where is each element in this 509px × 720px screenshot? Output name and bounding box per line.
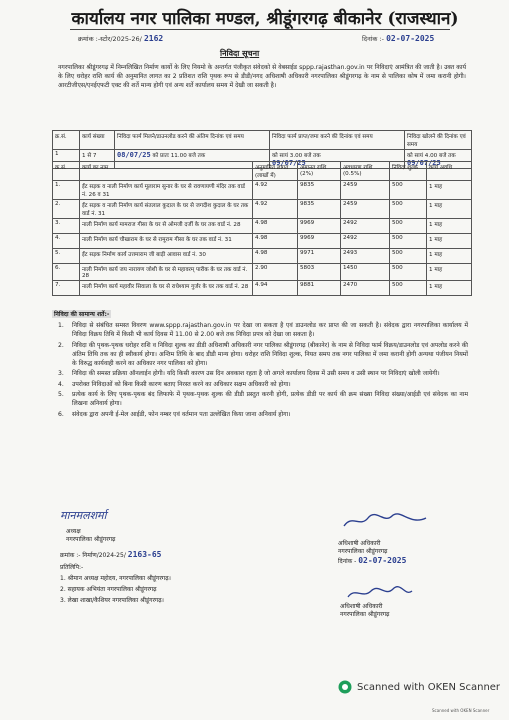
copy-ref-prefix: क्रमांक :- निर्माण/2024-25/	[60, 552, 126, 559]
copy-list	[60, 562, 360, 606]
cell-retention: 2493	[341, 249, 390, 264]
copy-ref-handwritten: 2163-65	[127, 550, 162, 559]
intro-paragraph: नगरपालिका श्रीडूंगरगढ़ में निम्नलिखित निर्माण कार्यो के लिए नियमो के अन्तर्गत पंजीकृत संवेदको से वेबसाईड sppp.rajasthan.gov.in पर निविदाएं आमंत्रित की जाती है। उक्त कार्य के लिए धरोहर राशि कार्य की अनुमानित लागत का 2 प्रतिशत राशि पृथक रूप से डीडी/नगद अधिशाषी अधिकारी नगरपालिका श्रीडूंगरगढ़ के नाम से पालिका कोष में जमा करानी होगी। आरटीजीएस/एनईएफटी एक्ट की शर्ते मान्य होगी एवं अन्य शर्ते कार्यालय समय में देखी जा सकती है।	[58, 64, 466, 90]
scanner-watermark	[338, 680, 500, 694]
officer-stamp	[338, 540, 387, 556]
cell-sn: 3.	[53, 219, 80, 234]
list-item: 3. लेखा शाखा/कैशियर नगरपालिका श्रीडूंगरगढ़।	[60, 597, 164, 604]
table-row	[53, 219, 472, 234]
condition-text: निविदा की समस्त प्रक्रिया ऑनलाईन होगी। यदि किसी कारण उस दिन अवकाश रहता है जो अगले कार्यालय दिवस में उसी समय व उसी स्थान पर निविदाएं खोली जायेगी।	[72, 370, 440, 378]
condition-text: निविदा की पृथक-पृथक धरोहर राशि व निविदा शुल्क का डीडी अधिशाषी अधिकारी नगर पालिका श्रीडूंगरगढ़ (बीकानेर) के नाम से निविदा फार्म विक्रय/डाउनलोड एवं अपलोड करने की अंतिम तिथि तक का ही स्वीकार्य होगा। अन्तिम तिथि के बाद डीडी मान्य होगा। धरोहर राशि निविदा शुल्क, नियत समय तक नगर पालिका में जमा करानी होगी अन्यथा पंजीयन नियमों के विरुद्ध कार्यवाही करने का अधिकार नगर पालिका को होगा।	[72, 341, 468, 368]
condition-item	[58, 341, 468, 369]
condition-number: 2.	[58, 341, 64, 349]
cell-cost: 4.98	[253, 249, 298, 264]
cell-cost: 4.92	[253, 181, 298, 200]
works-header: अनुमानित लागत (लाखों में)	[253, 162, 298, 181]
cell-retention: 2470	[341, 281, 390, 296]
table-row	[53, 264, 472, 281]
cell-emd: 9881	[298, 281, 341, 296]
cell-retention: 2459	[341, 200, 390, 219]
cell-fee: 500	[390, 264, 427, 281]
condition-item	[58, 369, 468, 378]
date-label: दिनांक :-	[362, 35, 385, 43]
cell-sn: 7.	[53, 281, 80, 296]
cell-sn: 4.	[53, 234, 80, 249]
cell-name: नाली निर्माण कार्य चौखाराम के घर से रामूराम गीसा के घर तक वार्ड नं. 31	[80, 234, 253, 249]
officer-date	[338, 556, 406, 565]
table-row	[53, 249, 472, 264]
reference-number	[78, 34, 163, 43]
chairman-org: नगरपालिका श्रीडूंगरगढ़	[66, 536, 116, 543]
table-row	[53, 181, 472, 200]
condition-text: संवेदक द्वारा अपनी ई-मेल आईडी, फोन नम्बर एवं वर्तमान पता उल्लेखित किया जाना अनिवार्य होगा।	[72, 410, 291, 418]
schedule-header: कार्य संख्या	[80, 131, 115, 150]
officer-date-handwritten: 02-07-2025	[358, 556, 407, 565]
cell-cost: 4.98	[253, 219, 298, 234]
condition-number: 5.	[58, 391, 64, 399]
header-divider	[70, 29, 450, 30]
schedule-sn: 1	[53, 150, 80, 169]
works-header: कार्य का नाम	[80, 162, 253, 181]
chairman-stamp	[66, 528, 115, 544]
works-header: अवधारण राशि (0.5%)	[341, 162, 390, 181]
download-date-handwritten: 08/07/25	[117, 151, 151, 159]
condition-number: 1.	[58, 322, 64, 329]
condition-text: प्रत्येक कार्य के लिए पृथक-पृथक बंद लिफाफे में पृथक-पृथक शुल्क की डीडी प्रस्तुत करनी होगी, प्रत्येक डीडी पर कार्य की क्रम संख्या निविदा संख्या/आईडी एवं संवेदक का नाम लिखना अनिवार्य होगा।	[72, 391, 468, 408]
table-row	[53, 234, 472, 249]
cell-cost: 2.90	[253, 264, 298, 281]
cell-duration: 1 माह	[427, 249, 472, 264]
ref-prefix: :-स्टोर/2025-26/	[95, 35, 142, 43]
cell-name: ईंट सड़क व नाली निर्माण कार्य मूलाराम सुनार के घर से रावणायणी मंदिर तक वार्ड नं. 26 व 31	[80, 181, 253, 200]
cell-retention: 2459	[341, 181, 390, 200]
works-header: निविदा शुल्क	[390, 162, 427, 181]
cell-fee: 500	[390, 281, 427, 296]
condition-number: 4.	[58, 380, 64, 388]
schedule-work: 1 से 7	[80, 150, 115, 169]
cell-cost: 4.92	[253, 200, 298, 219]
cell-name: नाली निर्माण कार्य जय नारायण जोशी के घर से महावरम् पारीक के घर तक वार्ड नं. 28	[80, 264, 253, 281]
cell-duration: 1 माह	[427, 234, 472, 249]
cell-emd: 9969	[298, 234, 341, 249]
works-header-row	[53, 162, 472, 181]
copy-reference	[60, 550, 161, 559]
submit-date-handwritten: 09/07/25	[272, 159, 306, 167]
cell-name: ईंट सड़क निर्माण कार्य उत्तमाराम जी बाड़ी आवास वार्ड नं. 30	[80, 249, 253, 264]
condition-item	[58, 321, 468, 340]
cell-name: नाली निर्माण कार्य महावीर सिवाला के घर से राधेश्याम गुर्जर के घर तक वार्ड नं. 28	[80, 281, 253, 296]
open-text: को सायं 4.00 बजे तक	[407, 153, 456, 159]
open-date-handwritten: 09/07/25	[407, 159, 441, 167]
cell-name: ईंट सड़क व नाली निर्माण कार्य संतलाल कुदाल के घर से जगदीश कुदाल के घर तक वार्ड नं. 31	[80, 200, 253, 219]
office-header: कार्यालय नगर पालिका मण्डल, श्रीडूंगरगढ़ बीकानेर (राजस्थान)	[71, 9, 459, 29]
officer-date-label: दिनांक -	[338, 558, 357, 565]
schedule-header: निविदा फार्म प्राप्त/जमा करने की दिनांक एवं समय	[270, 131, 405, 150]
cell-cost: 4.94	[253, 281, 298, 296]
schedule-header-row	[53, 131, 472, 150]
cell-fee: 500	[390, 249, 427, 264]
condition-text: निविदा से संबंधित समस्त विवरण www.sppp.rajasthan.gov.in पर देखा जा सकता है एवं डाउनलोड कर प्राप्त की जा सकती है। संवेदक द्वारा नगरपालिका कार्यालय में निविदा विक्रय तिथि में किसी भी कार्य दिवस में 11.00 से 2.00 बजे तक निविदा प्रपत्र को देखा जा सकता है।	[72, 322, 468, 339]
officer-signature-second	[345, 585, 415, 601]
chairman-title: अध्यक्ष	[66, 528, 81, 535]
cell-emd: 5803	[298, 264, 341, 281]
officer-title-second: अधिशाषी अधिकारी	[340, 603, 383, 610]
cell-duration: 1 माह	[427, 281, 472, 296]
cell-duration: 1 माह	[427, 219, 472, 234]
cell-duration: 1 माह	[427, 181, 472, 200]
list-item: 2. सहायक अभियंता नगरपालिका श्रीडूंगरगढ़	[60, 586, 157, 593]
condition-item	[58, 390, 468, 409]
conditions-title: निविदा की सामान्य शर्ते:-	[54, 311, 110, 318]
cell-emd: 9835	[298, 181, 341, 200]
scanner-footer: Scanned with OKEN Scanner	[432, 708, 490, 713]
cell-sn: 6.	[53, 264, 80, 281]
cell-sn: 2.	[53, 200, 80, 219]
officer-signature	[340, 510, 430, 532]
ref-number-handwritten: 2162	[143, 34, 164, 43]
download-text: को प्रातः 11.00 बजे तक	[152, 153, 206, 159]
table-row	[53, 281, 472, 296]
cell-fee: 500	[390, 234, 427, 249]
schedule-header: निविदा खोलने की दिनांक एवं समय	[405, 131, 472, 150]
works-header: कार्य अवधि	[427, 162, 472, 181]
schedule-header: क्र.सं.	[53, 131, 80, 150]
condition-number: 3.	[58, 370, 64, 378]
cell-sn: 1.	[53, 181, 80, 200]
cell-duration: 1 माह	[427, 264, 472, 281]
cell-emd: 9969	[298, 219, 341, 234]
officer-stamp-second	[340, 603, 389, 619]
cell-emd: 9971	[298, 249, 341, 264]
works-table	[52, 161, 472, 296]
table-row	[53, 200, 472, 219]
conditions-list	[58, 321, 468, 420]
submit-text: को सायं 3.00 बजे तक	[272, 153, 321, 159]
scanner-logo-icon	[338, 680, 352, 694]
condition-text: उपरोक्त निविदाओं को बिना किसी कारण बताए निरस्त करने का अधिकार सक्षम अधिकारी को होगा।	[72, 380, 291, 388]
cell-fee: 500	[390, 200, 427, 219]
scanner-label: Scanned with OKEN Scanner	[357, 681, 501, 693]
date-handwritten: 02-07-2025	[386, 34, 435, 43]
cell-cost: 4.98	[253, 234, 298, 249]
cell-fee: 500	[390, 181, 427, 200]
copy-label: प्रतिलिपि:-	[60, 564, 84, 571]
schedule-header: निविदा फार्म मिलने/डाउनलोड करने की अंतिम दिनांक एवं समय	[115, 131, 270, 150]
officer-title: अधिशाषी अधिकारी	[338, 540, 381, 547]
cell-emd: 9835	[298, 200, 341, 219]
ref-label: क्रमांक	[78, 35, 94, 43]
chairman-signature: मानमलशर्मा	[60, 509, 107, 522]
condition-item	[58, 380, 468, 389]
cell-name: नाली निर्माण कार्य मामराज गीसा के घर से ओमजी दर्जी के घर तक वार्ड नं. 28	[80, 219, 253, 234]
condition-item	[58, 410, 468, 419]
cell-retention: 2492	[341, 219, 390, 234]
issue-date	[362, 34, 434, 43]
cell-sn: 5.	[53, 249, 80, 264]
works-header: अमानत राशि (2%)	[298, 162, 341, 181]
officer-org: नगरपालिका श्रीडूंगरगढ़	[338, 548, 388, 555]
list-item: 1. श्रीमान अध्यक्ष महोदय, नगरपालिका श्रीडूंगरगढ़।	[60, 575, 171, 582]
cell-retention: 1450	[341, 264, 390, 281]
condition-number: 6.	[58, 410, 64, 418]
cell-fee: 500	[390, 219, 427, 234]
cell-retention: 2492	[341, 234, 390, 249]
cell-duration: 1 माह	[427, 200, 472, 219]
works-header: क्र.सं.	[53, 162, 80, 181]
notice-title: निविदा सूचना	[220, 49, 260, 58]
officer-org-second: नगरपालिका श्रीडूंगरगढ़	[340, 611, 390, 618]
